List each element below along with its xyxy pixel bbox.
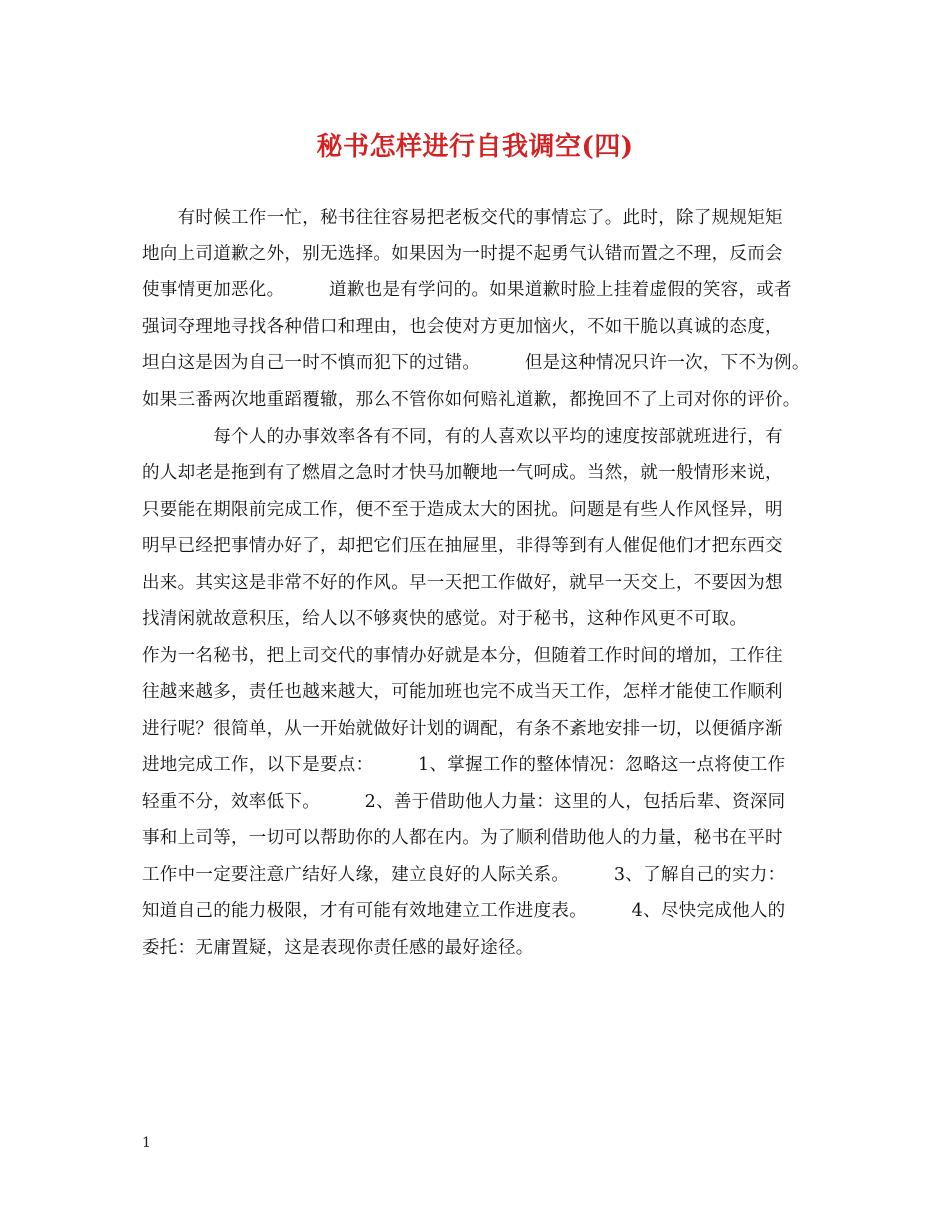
body-line: 强词夺理地寻找各种借口和理由，也会使对方更加恼火，不如干脆以真诚的态度，: [142, 317, 783, 337]
body-line: 工作中一定要注意广结好人缘，建立良好的人际关系。 3、了解自己的实力：: [142, 865, 786, 885]
body-line: 的人却老是拖到有了燃眉之急时才快马加鞭地一气呵成。当然，就一般情形来说，: [142, 463, 783, 483]
body-line: 往越来越多，责任也越来越大，可能加班也完不成当天工作，怎样才能使工作顺利: [142, 682, 783, 702]
body-line: 知道自己的能力极限，才有可能有效地建立工作进度表。 4、尽快完成他人的: [142, 901, 786, 921]
body-line: 轻重不分，效率低下。 2、善于借助他人力量：这里的人，包括后辈、资深同: [142, 792, 786, 812]
body-line: 找清闲就故意积压，给人以不够爽快的感觉。对于秘书，这种作风更不可取。: [142, 609, 748, 629]
body-line: 事和上司等，一切可以帮助你的人都在内。为了顺利借助他人的力量，秘书在平时: [142, 828, 783, 848]
body-line: 地向上司道歉之外，别无选择。如果因为一时提不起勇气认错而置之不理，反而会: [142, 244, 783, 264]
body-line: 如果三番两次地重蹈覆辙，那么不管你如何赔礼道歉，都挽回不了上司对你的评价。: [142, 390, 801, 410]
body-line: 每个人的办事效率各有不同，有的人喜欢以平均的速度按部就班进行，有: [142, 427, 783, 447]
body-line: 进行呢？很简单，从一开始就做好计划的调配，有条不紊地安排一切，以便循序渐: [142, 719, 783, 739]
page-number: 1: [142, 1135, 151, 1151]
body-line: 作为一名秘书，把上司交代的事情办好就是本分，但随着工作时间的增加，工作往: [142, 646, 783, 666]
body-line: 委托：无庸置疑，这是表现你责任感的最好途径。: [142, 938, 534, 958]
body-line: 坦白这是因为自己一时不慎而犯下的过错。 但是这种情况只许一次，下不为例。: [142, 353, 810, 373]
body-line: 明早已经把事情办好了，却把它们压在抽屉里，非得等到有人催促他们才把东西交: [142, 536, 783, 556]
body-line: 使事情更加恶化。 道歉也是有学问的。如果道歉时脸上挂着虚假的笑容，或者: [142, 280, 792, 300]
body-line: 出来。其实这是非常不好的作风。早一天把工作做好，就早一天交上，不要因为想: [142, 573, 783, 593]
document-title: 秘书怎样进行自我调空(四): [316, 132, 634, 162]
body-line: 进地完成工作，以下是要点： 1、掌握工作的整体情况：忽略这一点将使工作: [142, 755, 786, 775]
body-line: 有时候工作一忙，秘书往往容易把老板交代的事情忘了。此时，除了规规矩矩: [142, 208, 783, 228]
body-line: 只要能在期限前完成工作，便不至于造成太大的困扰。问题是有些人作风怪异，明: [142, 500, 783, 520]
